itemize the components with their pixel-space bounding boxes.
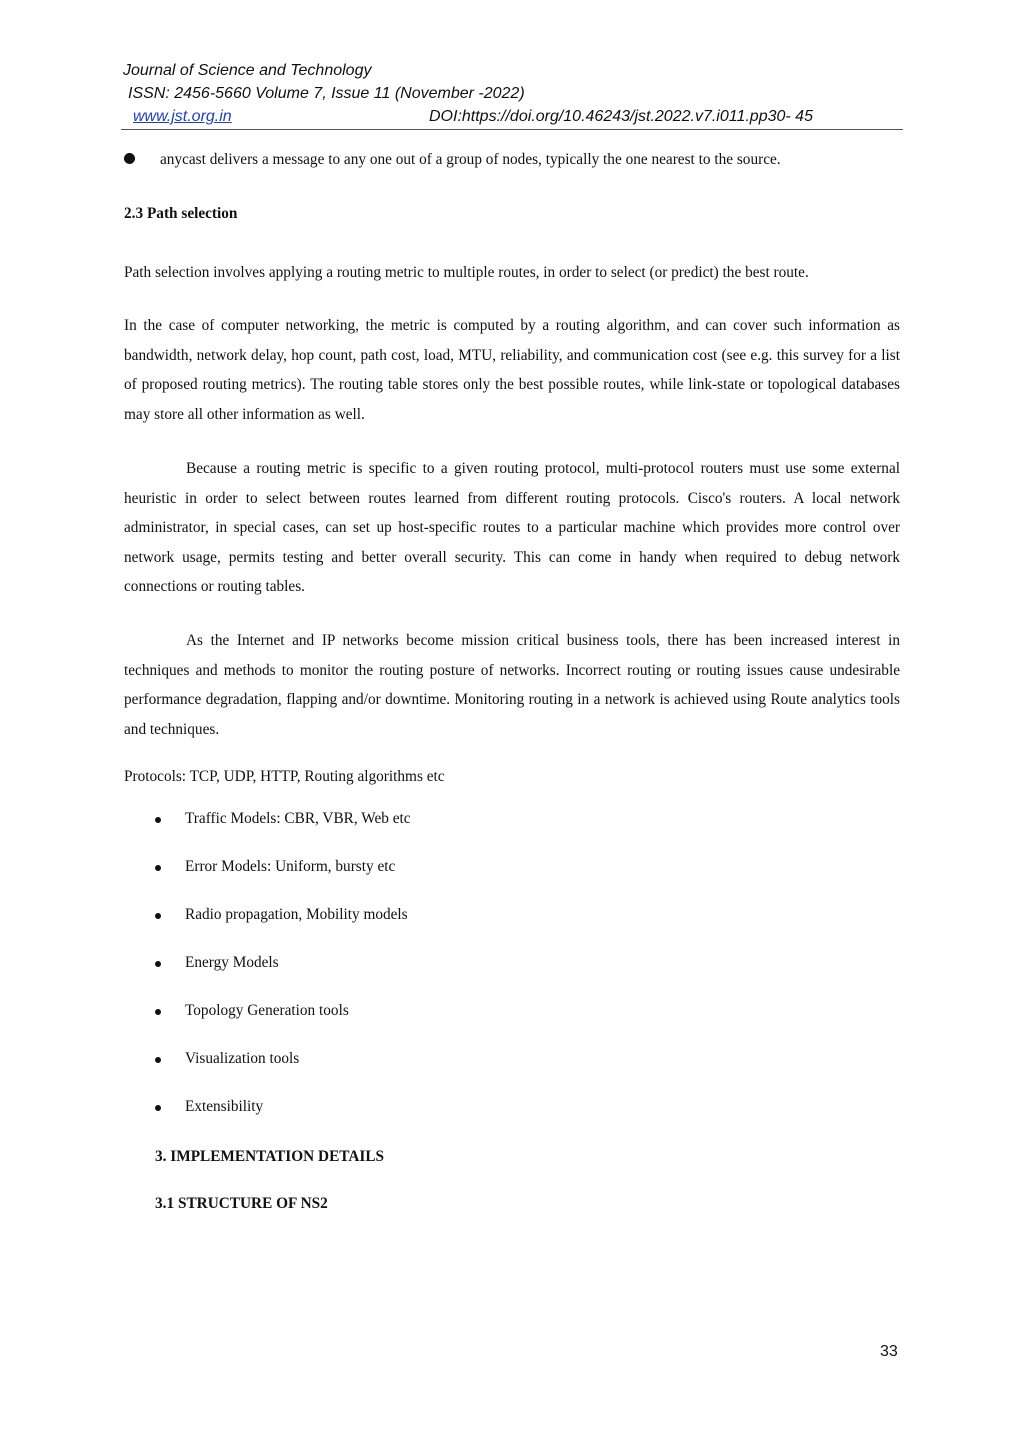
paragraph-path-selection: Path selection involves applying a routing metric to multiple routes, in order to select (or predict) the best route.: [124, 264, 809, 281]
section-heading-2-3: 2.3 Path selection: [124, 205, 238, 222]
paragraph-metric: In the case of computer networking, the metric is computed by a routing algorithm, and can cover such information as bandwidth, network delay, hop count, path cost, load, MTU, reliability, and communication cost (see e.g. this survey for a list of proposed routing metrics). The routing table stores only the best possible routes, while link-state or topological databases may store all other information as well.: [124, 317, 900, 423]
anycast-bullet-text: anycast delivers a message to any one out of a group of nodes, typically the one nearest to the source.: [160, 151, 781, 168]
issn-line: ISSN: 2456-5660 Volume 7, Issue 11 (November -2022): [128, 85, 525, 102]
list-item-text: Traffic Models: CBR, VBR, Web etc: [185, 810, 411, 827]
website-link[interactable]: www.jst.org.in: [133, 108, 232, 125]
bullet-icon: [155, 961, 161, 967]
list-item-text: Extensibility: [185, 1098, 264, 1115]
list-item-text: Radio propagation, Mobility models: [185, 906, 408, 923]
bullet-icon: [155, 1057, 161, 1063]
section-heading-3: 3. IMPLEMENTATION DETAILS: [155, 1148, 385, 1165]
bullet-icon: [155, 1105, 161, 1111]
doi-line: DOI:https://doi.org/10.46243/jst.2022.v7.i011.pp30- 45: [429, 108, 813, 125]
bullet-icon: [155, 817, 161, 823]
bullet-icon: [155, 865, 161, 871]
list-item: [155, 1098, 855, 1146]
list-item: [155, 954, 855, 1002]
list-item: [155, 1050, 855, 1098]
bullet-icon: [124, 153, 135, 164]
list-item: [155, 906, 855, 954]
list-item-text: Topology Generation tools: [185, 1002, 349, 1019]
bullet-icon: [155, 913, 161, 919]
page-number: 33: [880, 1343, 898, 1360]
list-item-text: Error Models: Uniform, bursty etc: [185, 858, 396, 875]
features-list: [155, 810, 855, 1146]
list-item-text: Visualization tools: [185, 1050, 300, 1067]
paragraph-route-analytics: As the Internet and IP networks become mission critical business tools, there has been increased interest in techniques and methods to monitor the routing posture of networks. Incorrect routing or routing issues cause undesirable performance degradation, flapping and/or downtime. Monitoring routing in a network is achieved using Route analytics tools and techniques.: [124, 632, 900, 738]
paragraph-routing-protocol: Because a routing metric is specific to a given routing protocol, multi-protocol routers must use some external heuristic in order to select between routes learned from different routing protocols. Cisco's routers. A local network administrator, in special cases, can set up host-specific routes to a particular machine which provides more control over network usage, permits testing and better overall security. This can come in handy when required to debug network connections or routing tables.: [124, 460, 900, 596]
protocols-line: Protocols: TCP, UDP, HTTP, Routing algorithms etc: [124, 768, 445, 785]
section-heading-3-1: 3.1 STRUCTURE OF NS2: [155, 1195, 328, 1212]
list-item-text: Energy Models: [185, 954, 279, 971]
bullet-icon: [155, 1009, 161, 1015]
list-item: [155, 810, 855, 858]
header-rule: [121, 129, 903, 130]
journal-name: Journal of Science and Technology: [123, 62, 372, 79]
list-item: [155, 858, 855, 906]
list-item: [155, 1002, 855, 1050]
